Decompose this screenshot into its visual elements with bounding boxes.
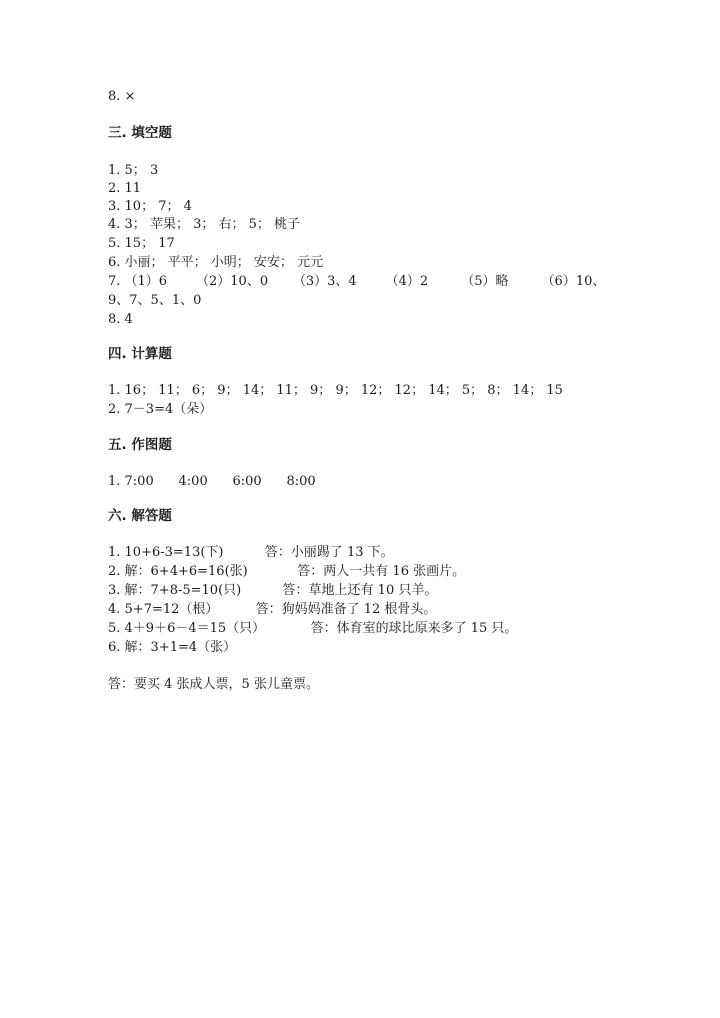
answer-line: 7. （1）6 （2）10、0 （3）3、4 （4）2 （5）略 （6）10、 <box>108 274 606 289</box>
answer-line: 3. 10； 7； 4 <box>108 199 192 214</box>
answer-line: 8. × <box>108 89 136 104</box>
answer-line: 5. 4＋9＋6－4＝15（只） 答：体育室的球比原来多了 15 只。 <box>108 621 518 636</box>
answer-line: 4. 5+7=12（根） 答：狗妈妈准备了 12 根骨头。 <box>108 602 437 617</box>
answer-line: 4. 3； 苹果； 3； 右； 5； 桃子 <box>108 217 301 232</box>
answer-line: 3. 解：7+8-5=10(只) 答：草地上还有 10 只羊。 <box>108 583 438 598</box>
section-title: 五. 作图题 <box>108 437 172 453</box>
answer-line: 6. 小丽； 平平； 小明； 安安； 元元 <box>108 255 324 270</box>
answer-line: 6. 解：3+1=4（张） <box>108 640 237 655</box>
answer-line: 2. 7－3=4（朵） <box>108 402 213 417</box>
final-answer: 答：要买 4 张成人票，5 张儿童票。 <box>108 677 319 692</box>
section-title: 六. 解答题 <box>108 508 172 524</box>
answer-line: 1. 10+6-3=13(下) 答：小丽踢了 13 下。 <box>108 545 394 560</box>
answer-line: 2. 解：6+4+6=16(张) 答：两人一共有 16 张画片。 <box>108 564 466 579</box>
answer-line: 1. 16； 11； 6； 9； 14； 11； 9； 9； 12； 12； 14； 5； 8； 14； 15 <box>108 383 563 398</box>
answer-line: 1. 7:00 4:00 6:00 8:00 <box>108 474 316 489</box>
section-title: 三. 填空题 <box>108 125 172 141</box>
answer-line: 1. 5； 3 <box>108 163 159 178</box>
answer-line: 8. 4 <box>108 312 133 327</box>
answer-line: 2. 11 <box>108 181 142 196</box>
section-title: 四. 计算题 <box>108 346 172 362</box>
answer-line: 9、7、5、1、0 <box>108 293 202 308</box>
answer-line: 5. 15； 17 <box>108 236 175 251</box>
